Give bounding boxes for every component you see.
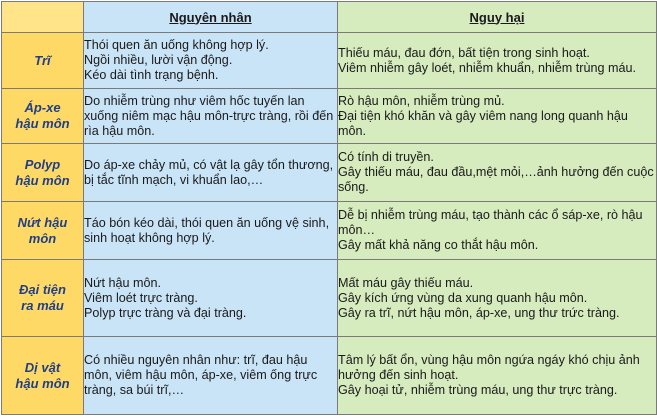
cause-item: Viêm loét trực tràng. <box>84 290 198 305</box>
disease-name-line: Đại tiện <box>19 282 66 297</box>
disease-name <box>2 33 84 89</box>
header-row <box>2 2 657 33</box>
table-row <box>2 89 657 144</box>
cause-cell <box>84 260 338 337</box>
cause-cell <box>84 33 338 89</box>
cause-cell <box>84 202 338 260</box>
cause-item: Thói quen ăn uống không hợp lý. <box>84 38 269 52</box>
cause-item: Có nhiều nguyên nhân như: trĩ, đau hậu môn, viêm hậu môn, áp-xe, viêm ống trực tràng, sa búi trĩ,… <box>84 353 318 397</box>
harm-item: Dễ bị nhiễm trùng máu, tạo thành các ổ sáp-xe, rò hậu môn… <box>338 208 643 237</box>
harm-item: Gây hoại tử, nhiễm trùng máu, ung thư trực tràng. <box>338 383 618 397</box>
table-row <box>2 202 657 260</box>
disease-name <box>2 89 84 144</box>
harm-item: Tâm lý bất ổn, vùng hậu môn ngứa ngáy khó chịu ảnh hưởng đến sinh hoạt. <box>338 353 640 382</box>
disease-name-line: hậu môn <box>15 172 70 188</box>
disease-name <box>2 260 84 337</box>
header-harm: Nguy hại <box>338 2 657 33</box>
table-row <box>2 260 657 337</box>
harm-cell <box>338 144 657 202</box>
disease-table <box>1 1 657 415</box>
harm-item: Gây mất khả năng co thắt hậu môn. <box>338 238 539 252</box>
disease-name-line: Polyp <box>24 156 61 172</box>
disease-name <box>2 144 84 202</box>
harm-item: Viêm nhiễm gây loét, nhiễm khuẩn, nhiễm trùng máu. <box>338 60 636 75</box>
cause-item: Táo bón kéo dài, thói quen ăn uống vệ sinh, sinh hoạt không hợp lý. <box>84 215 330 245</box>
disease-name-line: Nứt hậu <box>17 214 68 230</box>
cause-cell <box>84 337 338 415</box>
harm-item: Rò hậu môn, nhiễm trùng mủ. <box>338 93 505 108</box>
harm-item: Mất máu gây thiếu máu. <box>338 275 474 290</box>
harm-item: Gây ra trĩ, nứt hậu môn, áp-xe, ung thư trức tràng. <box>338 305 620 320</box>
cause-item: Nứt hậu môn. <box>84 275 162 290</box>
table-row <box>2 337 657 415</box>
disease-name-line: Trĩ <box>34 52 51 68</box>
cause-item: Polyp trực tràng và đại tràng. <box>84 305 247 320</box>
header-cause: Nguyên nhân <box>84 2 338 33</box>
harm-cell <box>338 260 657 337</box>
cause-cell <box>84 144 338 202</box>
disease-name-line: hậu môn <box>15 116 70 131</box>
table-row <box>2 144 657 202</box>
cause-item: Do nhiễm trùng như viêm hốc tuyến lan xuống niêm mạc hậu môn-trực tràng, rồi đến rìa hậu môn. <box>84 93 334 138</box>
disease-name-line: Dị vật <box>24 359 61 375</box>
cause-cell <box>84 89 338 144</box>
harm-cell <box>338 89 657 144</box>
disease-name-line: môn <box>28 230 57 246</box>
harm-item: Có tính di truyền. <box>338 150 434 164</box>
cause-item: Ngồi nhiều, lười vận động. <box>84 53 233 67</box>
cause-item: Kéo dài tình trạng bệnh. <box>84 68 219 82</box>
disease-name <box>2 202 84 260</box>
harm-item: Thiếu máu, đau đớn, bất tiện trong sinh hoạt. <box>338 45 590 60</box>
harm-item: Đại tiện khó khăn và gây viêm nang long quanh hậu môn. <box>338 108 628 138</box>
table-row <box>2 33 657 89</box>
disease-name-line: ra máu <box>21 298 64 313</box>
harm-item: Gây thiếu máu, đau đầu,mệt mỏi,…ảnh hưởng đến cuộc sống. <box>338 165 654 194</box>
disease-name <box>2 337 84 415</box>
disease-name-line: Áp-xe <box>24 100 61 115</box>
harm-item: Gây kích ứng vùng da xung quanh hậu môn. <box>338 290 588 305</box>
harm-cell <box>338 202 657 260</box>
harm-cell <box>338 33 657 89</box>
harm-cell <box>338 337 657 415</box>
header-corner-cell <box>2 2 84 33</box>
disease-name-line: hậu môn <box>15 375 70 391</box>
cause-item: Do áp-xe chảy mủ, có vật lạ gây tổn thương, bị tắc tĩnh mạch, vi khuẩn lao,… <box>84 157 334 187</box>
